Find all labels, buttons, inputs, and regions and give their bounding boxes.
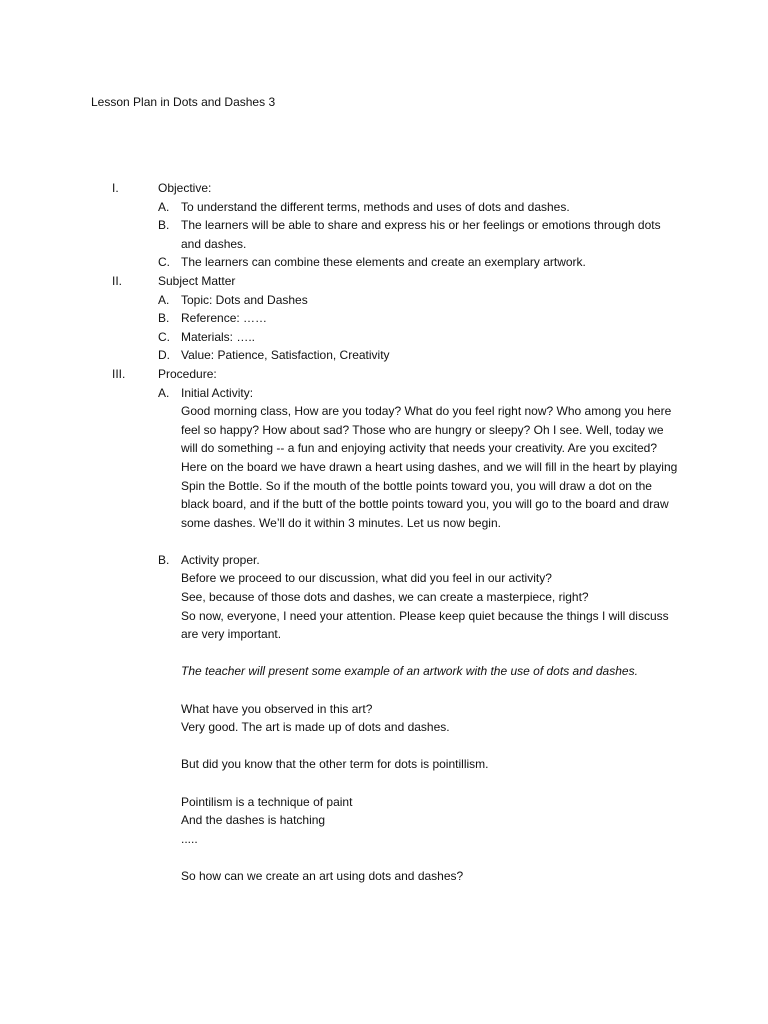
item-letter: C.: [158, 255, 170, 270]
item-text: Topic: Dots and Dashes: [181, 292, 308, 307]
section-heading: Subject Matter: [158, 273, 236, 288]
procedure-item-a: [0, 384, 768, 403]
item-letter: D.: [158, 348, 170, 363]
item-text: To understand the different terms, methods and uses of dots and dashes.: [181, 199, 570, 214]
item-letter: A.: [158, 385, 170, 400]
section-heading: Objective:: [158, 181, 212, 195]
observed-answer: Very good. The art is made up of dots and dashes.: [181, 720, 450, 735]
subject-item-a: [0, 291, 768, 310]
procedure-item-b: [0, 551, 768, 570]
item-letter: C.: [158, 329, 170, 344]
item-text: Materials: …..: [181, 329, 256, 344]
lesson-outline: [0, 179, 768, 886]
document-title: Lesson Plan in Dots and Dashes 3: [91, 95, 276, 109]
section-objective: [0, 179, 768, 198]
section-heading: Procedure:: [158, 366, 217, 381]
item-text: The learners can combine these elements and create an exemplary artwork.: [181, 255, 586, 270]
item-text: The learners will be able to share and express his or her feelings or emotions through dots and dashes.: [181, 218, 661, 251]
spacer: [0, 774, 768, 793]
section-procedure: [0, 365, 768, 384]
section-number: III.: [112, 366, 126, 381]
spacer: [0, 737, 768, 756]
item-letter: B.: [158, 552, 170, 567]
activity-line-3: So now, everyone, I need your attention. Please keep quiet because the things I will discuss are very important.: [181, 608, 669, 642]
objective-item-c: [0, 253, 768, 272]
item-letter: B.: [158, 218, 170, 233]
spacer: [0, 532, 768, 551]
section-number: I.: [112, 181, 119, 195]
item-letter: A.: [158, 292, 170, 307]
activity-line-1: Before we proceed to our discussion, what did you feel in our activity?: [181, 571, 552, 586]
item-text: Reference: ……: [181, 311, 268, 326]
activity-line-2: See, because of those dots and dashes, we can create a masterpiece, right?: [181, 590, 589, 605]
spacer: [0, 848, 768, 867]
ellipsis-line: .....: [181, 831, 198, 846]
item-letter: A.: [158, 199, 170, 214]
observed-question: What have you observed in this art?: [181, 701, 373, 716]
item-text: Activity proper.: [181, 552, 260, 567]
item-text: Initial Activity:: [181, 385, 254, 400]
spacer: [0, 681, 768, 700]
technique-line-2: And the dashes is hatching: [181, 813, 326, 828]
item-text: Value: Patience, Satisfaction, Creativity: [181, 348, 390, 363]
subject-item-b: [0, 309, 768, 328]
objective-item-b: [0, 216, 768, 253]
objective-item-a: [0, 198, 768, 217]
initial-activity-paragraph: Good morning class, How are you today? What do you feel right now? Who among you here feel so happy? How about sad? Those who are hungry or sleepy? Oh I see. Well, today we will do something -- a fun and enjoying activity that needs your creativity. Are you excited? Here on the board we have drawn a heart using dashes, and we will fill in the heart by playing Spin the Bottle. So if the mouth of the bottle points toward you, you will draw a dot on the black board, and if the butt of the bottle points toward you, you will go to the board and draw some dashes. We’ll do it within 3 minutes. Let us now begin.: [181, 404, 678, 530]
subject-item-c: [0, 328, 768, 347]
subject-item-d: [0, 346, 768, 365]
item-letter: B.: [158, 311, 170, 326]
section-subject-matter: [0, 272, 768, 291]
spacer: [0, 644, 768, 663]
pointillism-question: But did you know that the other term for dots is pointillism.: [181, 757, 489, 772]
section-number: II.: [112, 273, 123, 288]
final-question: So how can we create an art using dots and dashes?: [181, 868, 464, 883]
technique-line-1: Pointilism is a technique of paint: [181, 794, 353, 809]
teacher-note: The teacher will present some example of an artwork with the use of dots and dashes.: [181, 664, 638, 679]
